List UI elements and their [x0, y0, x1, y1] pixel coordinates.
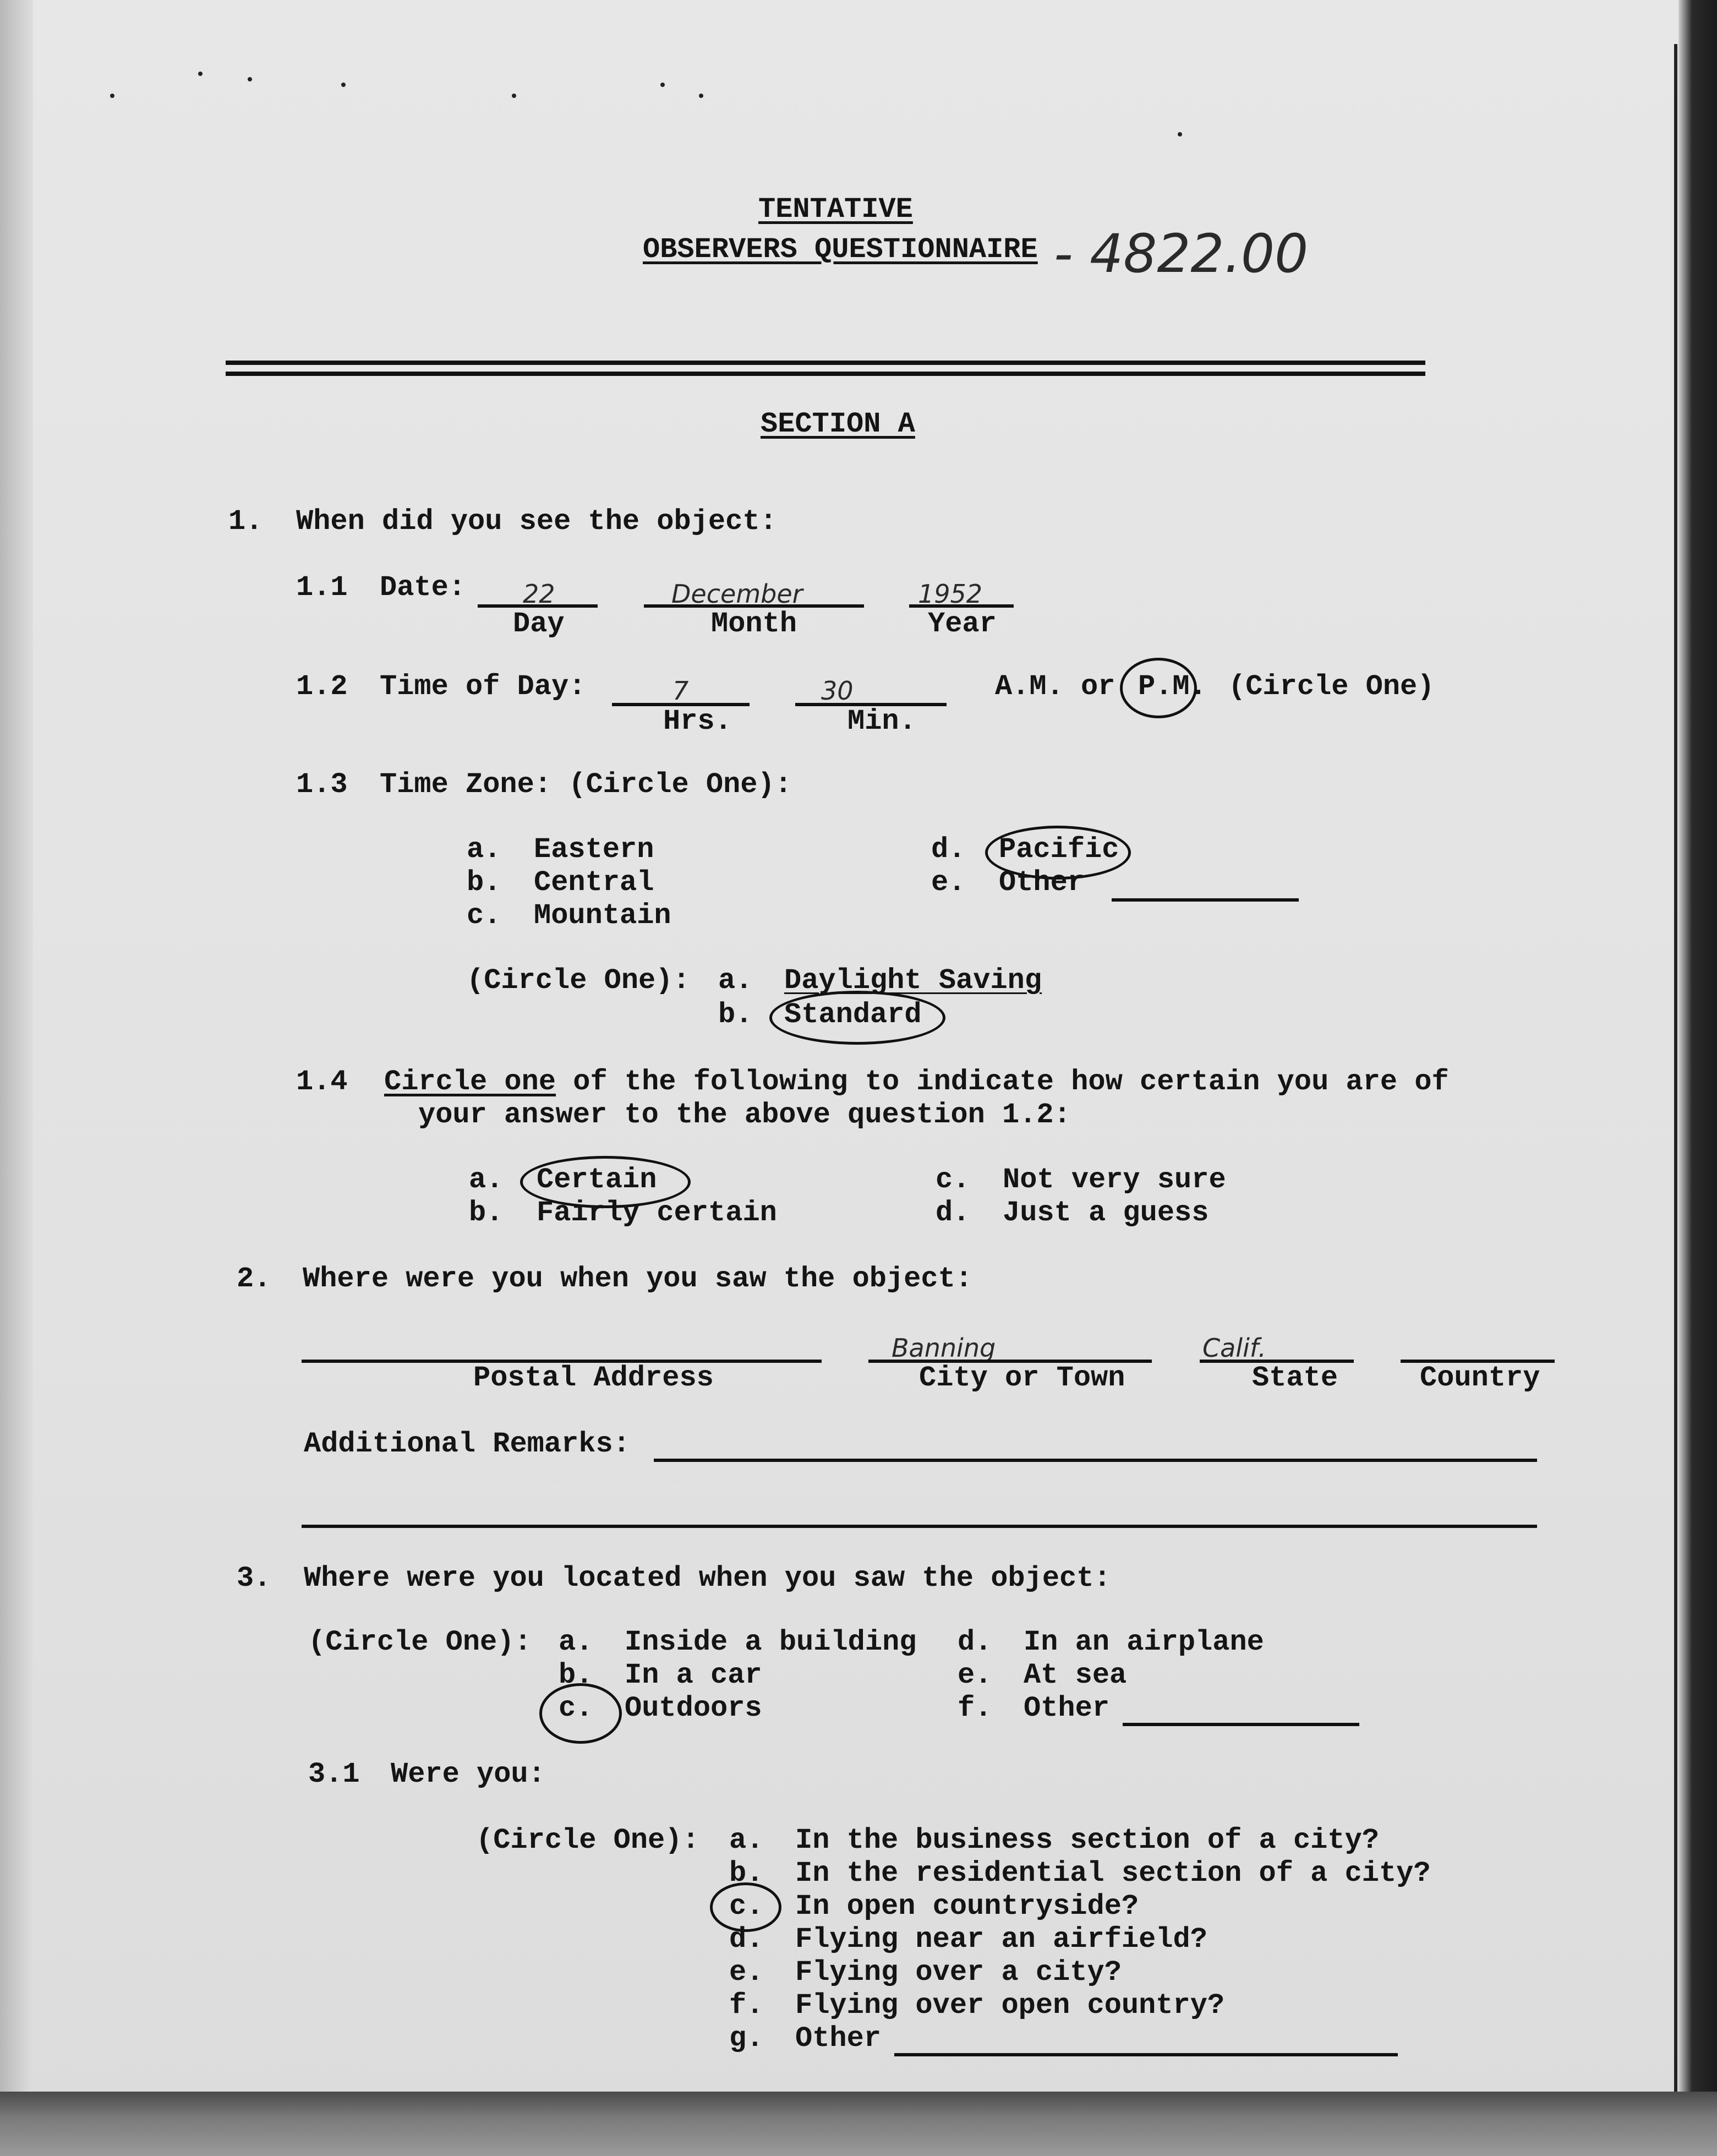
q3-1-e-letter: e.: [729, 1956, 764, 1989]
time-hrs-value[interactable]: 7: [672, 676, 689, 706]
q3-d-letter: d.: [958, 1626, 992, 1658]
q1-2-label: Time of Day:: [380, 670, 586, 703]
q1-4-text-rest: of the following to indicate how certain you are of: [556, 1066, 1449, 1098]
scan-page-border: [1674, 44, 1677, 2136]
remarks-line-1[interactable]: [654, 1459, 1537, 1462]
q1-1-label: Date:: [380, 571, 466, 604]
remarks-label: Additional Remarks:: [304, 1428, 630, 1460]
setting-open-countryside[interactable]: In open countryside?: [795, 1890, 1139, 1923]
city-caption: City or Town: [919, 1362, 1125, 1394]
q1-4-number: 1.4: [296, 1066, 348, 1098]
setting-other-line[interactable]: [894, 2053, 1398, 2056]
state-caption: State: [1252, 1362, 1338, 1394]
q3-f-letter: f.: [958, 1692, 992, 1724]
loc-outdoors[interactable]: Outdoors: [625, 1692, 762, 1724]
loc-other[interactable]: Other: [1024, 1692, 1110, 1724]
dst-b-letter: b.: [718, 998, 753, 1031]
setting-business-section[interactable]: In the business section of a city?: [795, 1824, 1379, 1857]
q3-e-letter: e.: [958, 1659, 992, 1691]
dst-a-letter: a.: [718, 964, 753, 997]
date-month-caption: Month: [711, 608, 797, 640]
q1-1-number: 1.1: [296, 571, 348, 604]
scan-speck: [512, 94, 516, 98]
cert-b-letter: b.: [469, 1197, 504, 1229]
tz-other-line: [1112, 898, 1299, 902]
scan-left-edge: [0, 0, 33, 2156]
time-am-or: A.M. or: [995, 670, 1115, 703]
q1-3-number: 1.3: [296, 768, 348, 801]
cert-certain[interactable]: Certain: [537, 1164, 657, 1196]
tz-c-letter: c.: [467, 899, 501, 932]
setting-near-airfield[interactable]: Flying near an airfield?: [795, 1923, 1207, 1956]
q1-2-number: 1.2: [296, 670, 348, 703]
q3-c-letter: c.: [559, 1692, 593, 1724]
q2-number: 2.: [237, 1263, 271, 1295]
cert-fairly-certain[interactable]: Fairly certain: [537, 1197, 777, 1229]
q3-1-d-letter: d.: [729, 1923, 764, 1956]
q3-circle-label: (Circle One):: [308, 1626, 532, 1658]
q1-text: When did you see the object:: [296, 505, 777, 538]
city-value[interactable]: Banning: [892, 1333, 996, 1363]
q1-4-text: [384, 1068, 1449, 1096]
scan-speck: [1178, 132, 1182, 137]
scan-right-edge: [1678, 0, 1717, 2156]
title-observers-questionnaire: OBSERVERS QUESTIONNAIRE: [643, 233, 1038, 266]
q3-text: Where were you located when you saw the object:: [304, 1562, 1111, 1595]
q3-1-b-letter: b.: [729, 1857, 764, 1890]
postal-address-caption: Postal Address: [473, 1362, 714, 1394]
date-day-value[interactable]: 22: [523, 579, 555, 609]
setting-residential-section[interactable]: In the residential section of a city?: [795, 1857, 1431, 1890]
tz-e-letter: e.: [931, 866, 966, 899]
tz-d-letter: d.: [931, 833, 966, 866]
cert-just-a-guess[interactable]: Just a guess: [1003, 1197, 1209, 1229]
time-hrs-caption: Hrs.: [663, 705, 732, 738]
dst-standard[interactable]: Standard: [784, 998, 922, 1031]
q3-1-circle-label: (Circle One):: [476, 1824, 699, 1857]
scan-speck: [248, 77, 252, 81]
date-day-caption: Day: [513, 608, 565, 640]
handwritten-file-number: - 4822.00: [1054, 223, 1309, 285]
section-a-title: SECTION A: [761, 408, 915, 440]
title-tentative: TENTATIVE: [758, 193, 913, 226]
state-value[interactable]: Calif.: [1202, 1333, 1266, 1363]
loc-in-an-airplane[interactable]: In an airplane: [1024, 1626, 1264, 1658]
tz-pacific[interactable]: Pacific: [999, 833, 1119, 866]
q3-a-letter: a.: [559, 1626, 593, 1658]
scan-speck: [699, 94, 703, 98]
loc-at-sea[interactable]: At sea: [1024, 1659, 1127, 1691]
tz-central[interactable]: Central: [534, 866, 654, 899]
q1-3-label: Time Zone: (Circle One):: [380, 768, 792, 801]
date-month-value[interactable]: December: [671, 579, 803, 609]
q3-1-label: Were you:: [391, 1758, 545, 1791]
q1-4-circle-one: Circle one: [384, 1066, 556, 1098]
outdoors-circle-mark: [539, 1683, 622, 1744]
scan-speck: [660, 83, 665, 87]
loc-inside-building[interactable]: Inside a building: [625, 1626, 917, 1658]
time-min-value[interactable]: 30: [821, 676, 854, 706]
scan-speck: [341, 83, 346, 87]
tz-b-letter: b.: [467, 866, 501, 899]
standard-circle-mark: [769, 991, 945, 1045]
time-pm-option[interactable]: P.M.: [1138, 670, 1207, 703]
scan-bottom-edge: [0, 2092, 1717, 2156]
setting-over-city[interactable]: Flying over a city?: [795, 1956, 1122, 1989]
tz-other[interactable]: Other: [999, 866, 1085, 899]
tz-a-letter: a.: [467, 833, 501, 866]
cert-a-letter: a.: [469, 1164, 504, 1196]
q2-text: Where were you when you saw the object:: [303, 1263, 972, 1295]
setting-other[interactable]: Other: [795, 2022, 882, 2055]
cert-not-very-sure[interactable]: Not very sure: [1003, 1164, 1226, 1196]
country-caption: Country: [1420, 1362, 1540, 1394]
date-year-value[interactable]: 1952: [918, 579, 983, 609]
pm-circle-mark: [1120, 658, 1197, 718]
time-min-caption: Min.: [847, 705, 916, 738]
loc-other-line[interactable]: [1123, 1723, 1359, 1726]
q3-b-letter: b.: [559, 1659, 593, 1691]
dst-daylight-saving[interactable]: Daylight Saving: [784, 964, 1042, 997]
q3-1-g-letter: g.: [729, 2022, 764, 2055]
remarks-line-2[interactable]: [302, 1525, 1537, 1528]
q1-4-text-line2: your answer to the above question 1.2:: [418, 1099, 1071, 1131]
header-rule-bottom: [226, 372, 1425, 376]
tz-mountain[interactable]: Mountain: [534, 899, 671, 932]
q3-1-c-letter: c.: [729, 1890, 764, 1923]
time-circle-note: (Circle One): [1228, 670, 1435, 703]
q3-number: 3.: [237, 1562, 271, 1595]
q1-number: 1.: [228, 505, 263, 538]
tz-eastern[interactable]: Eastern: [534, 833, 654, 866]
cert-d-letter: d.: [936, 1197, 970, 1229]
header-rule-top: [226, 361, 1425, 365]
cert-c-letter: c.: [936, 1164, 970, 1196]
q3-1-f-letter: f.: [729, 1989, 764, 2022]
q3-1-number: 3.1: [308, 1758, 360, 1791]
scan-speck: [110, 94, 114, 98]
setting-over-open-country[interactable]: Flying over open country?: [795, 1989, 1225, 2022]
date-year-caption: Year: [928, 608, 997, 640]
q3-1-a-letter: a.: [729, 1824, 764, 1857]
scan-speck: [198, 72, 203, 76]
dst-circle-label: (Circle One):: [467, 964, 690, 997]
loc-in-a-car[interactable]: In a car: [625, 1659, 762, 1691]
